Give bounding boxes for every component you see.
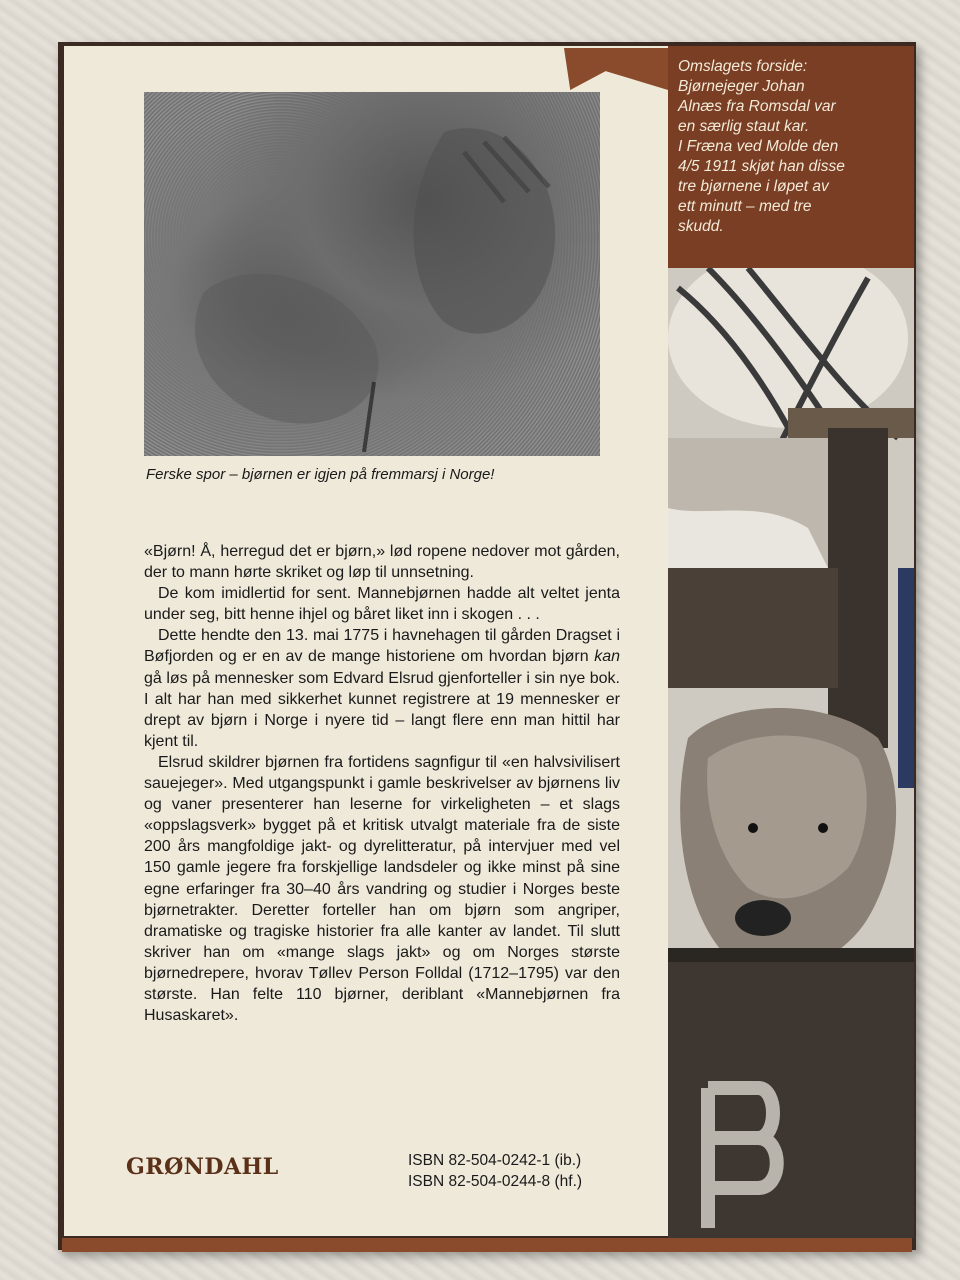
photo-caption: Ferske spor – bjørnen er igjen på fremmarsj i Norge! xyxy=(146,466,495,483)
isbn-paperback: ISBN 82-504-0244-8 (hf.) xyxy=(408,1173,583,1190)
cover-note-text xyxy=(678,57,906,237)
blurb-paragraph-2: De kom imidlertid for sent. Mannebjørnen hadde alt veltet jenta under seg, bitt henne ihjel og båret liket inn i skogen . . . xyxy=(144,585,620,624)
isbn-hardcover: ISBN 82-504-0242-1 (ib.) xyxy=(408,1152,582,1169)
emphasis-kan: kan xyxy=(594,648,620,666)
note-line: Omslagets forside: xyxy=(678,58,808,75)
note-line: 4/5 1911 skjøt han disse xyxy=(678,158,845,175)
note-line: Alnæs fra Romsdal var xyxy=(678,98,836,115)
note-line: Bjørnejeger Johan xyxy=(678,78,805,95)
blurb-paragraph-1: «Bjørn! Å, herregud det er bjørn,» lød ropene nedover mot gården, der to mann hørte skriket og løp til unnsetning. xyxy=(144,543,620,582)
blurb-paragraph-4: Elsrud skildrer bjørnen fra fortidens sagnfigur til «en halvsivilisert sauejeger». Med utgangspunkt i gamle beskrivelser av bjørnens liv og vaner presenterer han leserne for virkeligheten – et slags «oppslagsverk» bygget på et kritisk utvalgt materiale fra de siste 200 års mangfoldige jakt- og dyrelitteratur, på intervjuer med vel 150 gamle jegere fra forskjellige landsdeler og ikke minst på sine egne erfaringer fra 30–40 års vandring og studier i Norges beste bjørnetrakter. Deretter forteller han om bjørn som angriper, dramatiske og tragiske historier fra alle kanter av landet. Til slutt skriver han om «mange slags jakt» og om Norges største bjørnedrepere, hvorav Tøllev Person Folldal (1712–1795) var den største. Han felte 110 bjørner, deriblant «Mannebjørnen fra Husaskaret». xyxy=(144,753,620,1025)
isbn-block xyxy=(408,1150,582,1192)
bear-photo-graphic xyxy=(668,268,914,1238)
blurb-paragraph-3 xyxy=(144,625,620,752)
publisher-logo: GRØNDAHL xyxy=(126,1154,279,1180)
note-line: tre bjørnene i løpet av xyxy=(678,178,829,195)
blurb-text xyxy=(144,541,620,1026)
blurb-paragraph-3-start: Dette hendte den 13. mai 1775 i havnehagen til gården Dragset i Bøfjorden og er en av de mange historiene om hvordan bjørn xyxy=(144,627,620,666)
note-line: skudd. xyxy=(678,218,724,235)
cover-bottom-edge xyxy=(62,1238,912,1252)
bear-track-graphic xyxy=(144,92,600,456)
note-line: en særlig staut kar. xyxy=(678,118,810,135)
note-line: ett minutt – med tre xyxy=(678,198,812,215)
note-line: I Fræna ved Molde den xyxy=(678,138,839,155)
bear-photo-strip xyxy=(668,268,914,1238)
blurb-paragraph-3-end: gå løs på mennesker som Edvard Elsrud gjenforteller i sin nye bok. I alt har han med sikkerhet kunnet registrere at 19 mennesker er drept av bjørn i Norge i nyere tid – langt flere enn man hittil har kjent til. xyxy=(144,669,620,750)
bear-track-photo xyxy=(144,92,600,456)
